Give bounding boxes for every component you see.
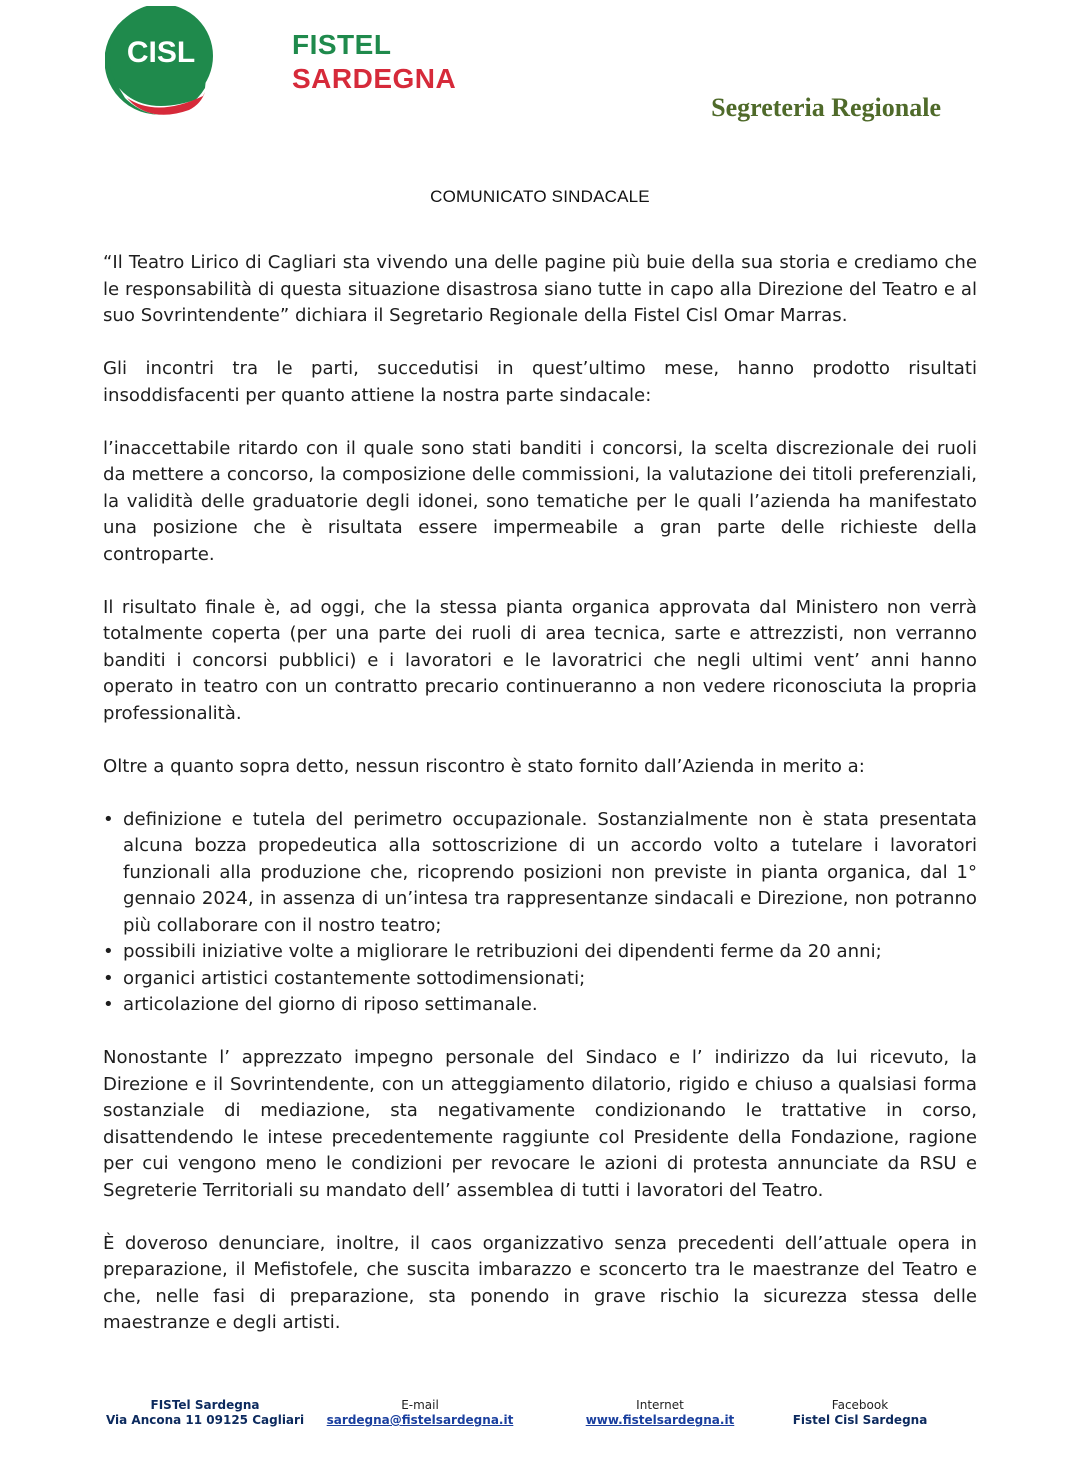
footer-address-value: Via Ancona 11 09125 Cagliari	[105, 1413, 305, 1427]
letterhead-footer	[0, 1398, 1080, 1438]
document-title: COMUNICATO SINDACALE	[430, 187, 650, 206]
bullet-icon: •	[103, 994, 114, 1015]
logo-text: CISL	[126, 36, 196, 69]
paragraph-no-feedback: Oltre a quanto sopra detto, nessun riscontro è stato fornito dall’Azienda in merito a:	[103, 755, 865, 777]
list-item-text: possibili iniziative volte a migliorare le retribuzioni dei dipendenti ferme da 20 anni;	[123, 941, 882, 962]
footer-facebook-value: Fistel Cisl Sardegna	[792, 1413, 928, 1427]
footer-internet-label: Internet	[636, 1398, 684, 1412]
paragraph-issues: l’inaccettabile ritardo con il quale sono stati banditi i concorsi, la scelta discrezionale dei ruoli da mettere a concorso, la composizione delle commissioni, la valutazione dei titoli preferenziali, la validità delle graduatorie degli idonei, sono tematiche per le quali l’azienda ha manifestato una posizione che è risultata essere impermeabile a gran parte delle richieste della controparte.	[103, 437, 977, 565]
bullet-icon: •	[103, 808, 114, 830]
paragraph-result: Il risultato finale è, ad oggi, che la stessa pianta organica approvata dal Ministero non verrà totalmente coperta (per una parte dei ruoli di area tecnica, sarte e attrezzisti, non verranno banditi i concorsi pubblici) e i lavoratori e le lavoratrici che negli ultimi vent’ anni hanno operato in teatro con un contratto precario continueranno a non vedere riconosciuta la propria professionalità.	[103, 596, 977, 724]
footer-website-link[interactable]: www.fistelsardegna.it	[585, 1413, 735, 1427]
org-name-line1: FISTEL	[292, 29, 392, 60]
cisl-logo	[105, 6, 217, 118]
footer-facebook	[770, 1398, 950, 1428]
document-body	[103, 250, 977, 1363]
list-item-text: organici artistici costantemente sottodimensionati;	[123, 967, 586, 989]
bullet-list	[103, 807, 977, 1019]
footer-email-label: E-mail	[401, 1398, 439, 1412]
paragraph-mayor: Nonostante l’ apprezzato impegno personale del Sindaco e l’ indirizzo da lui ricevuto, la Direzione e il Sovrintendente, con un atteggiamento dilatorio, rigido e chiuso a qualsiasi forma sostanziale di mediazione, sta negativamente condizionando le trattative in corso, disattendendo le intese precedentemente raggiunte col Presidente della Fondazione, ragione per cui vengono meno le condizioni per revocare le azioni di protesta annunciate da RSU e Segreterie Territoriali su mandato dell’ assemblea di tutti i lavoratori del Teatro.	[103, 1047, 977, 1201]
list-item-text: definizione e tutela del perimetro occupazionale. Sostanzialmente non è stata presentata alcuna bozza propedeutica alla sottoscrizione di un accordo volto a tutelare i lavoratori funzionali alla produzione che, ricoprendo posizioni non previste in pianta organica, dal 1° gennaio 2024, in assenza di un’intesa tra rappresentanze sindacali e Direzione, non potranno più collaborare con il nostro teatro;	[123, 808, 977, 936]
footer-internet	[570, 1398, 750, 1428]
footer-email	[320, 1398, 520, 1428]
list-item	[103, 939, 977, 966]
footer-address	[90, 1398, 320, 1428]
org-name-line2: SARDEGNA	[292, 63, 457, 94]
list-item	[103, 966, 977, 993]
organization-name	[292, 28, 456, 96]
footer-facebook-label: Facebook	[831, 1398, 889, 1412]
department-label: Segreteria Regionale	[711, 93, 941, 122]
footer-email-link[interactable]: sardegna@fistelsardegna.it	[326, 1413, 514, 1427]
list-item-text: articolazione del giorno di riposo settimanale.	[123, 994, 538, 1015]
paragraph-statement: “Il Teatro Lirico di Cagliari sta vivendo una delle pagine più buie della sua storia e crediamo che le responsabilità di questa situazione disastrosa siano tutte in capo alla Direzione del Teatro e al suo Sovrintendente” dichiara il Segretario Regionale della Fistel Cisl Omar Marras.	[103, 252, 977, 326]
bullet-icon: •	[103, 967, 114, 989]
bullet-icon: •	[103, 941, 114, 962]
paragraph-meetings: Gli incontri tra le parti, succedutisi in quest’ultimo mese, hanno prodotto risultati insoddisfacenti per quanto attiene la nostra parte sindacale:	[103, 358, 977, 406]
footer-address-label: FISTel Sardegna	[150, 1398, 260, 1412]
list-item	[103, 992, 977, 1019]
list-item	[103, 807, 977, 940]
paragraph-denounce: È doveroso denunciare, inoltre, il caos organizzativo senza precedenti dell’attuale opera in preparazione, il Mefistofele, che suscita imbarazzo e sconcerto tra le maestranze del Teatro e che, nelle fasi di preparazione, sta ponendo in grave rischio la sicurezza stessa delle maestranze e degli artisti.	[103, 1232, 977, 1333]
letterhead	[0, 0, 1080, 160]
